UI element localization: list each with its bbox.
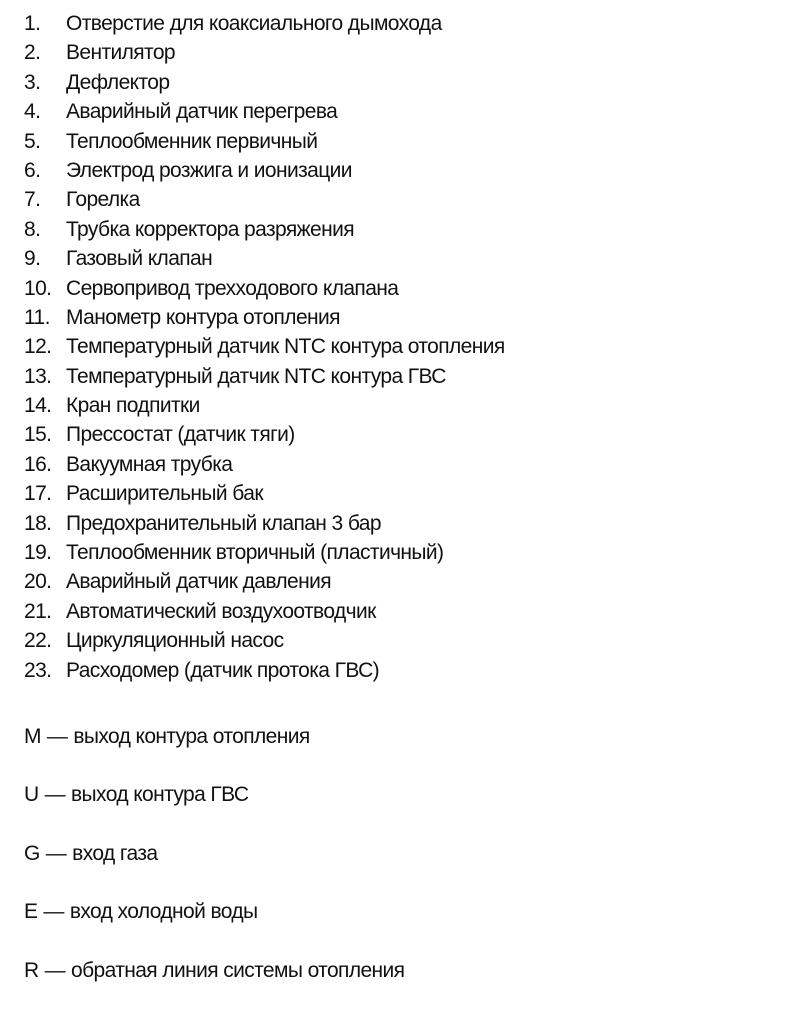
item-label: Газовый клапан <box>66 247 213 271</box>
connection-dash: — <box>45 841 67 865</box>
connection-dash: — <box>46 724 68 748</box>
item-number: 19. <box>24 541 52 565</box>
item-number: 17. <box>24 482 52 506</box>
list-item <box>24 332 784 361</box>
item-number: 6. <box>24 158 41 182</box>
item-number: 14. <box>24 394 52 418</box>
item-number: 21. <box>24 599 52 623</box>
item-label: Предохранительный клапан 3 бар <box>66 511 381 535</box>
item-label: Вентилятор <box>66 41 175 65</box>
item-number: 20. <box>24 570 52 594</box>
list-item <box>24 597 784 626</box>
item-label: Расширительный бак <box>66 482 263 506</box>
boiler-components-legend <box>24 9 784 1014</box>
list-item <box>24 9 784 38</box>
item-number: 15. <box>24 423 52 447</box>
item-number: 18. <box>24 511 52 535</box>
item-number: 5. <box>24 129 41 153</box>
connection-item <box>24 780 784 839</box>
connection-item <box>24 839 784 898</box>
connection-item <box>24 897 784 956</box>
item-label: Циркуляционный насос <box>66 629 284 653</box>
item-label: Вакуумная трубка <box>66 452 233 476</box>
item-number: 2. <box>24 41 41 65</box>
connection-label: вход холодной воды <box>69 900 258 924</box>
item-label: Горелка <box>66 188 140 212</box>
list-item <box>24 244 784 273</box>
list-item <box>24 479 784 508</box>
item-number: 10. <box>24 276 52 300</box>
connection-code: E <box>24 900 38 924</box>
item-label: Температурный датчик NTC контура отопления <box>66 335 505 359</box>
item-number: 7. <box>24 188 41 212</box>
list-item <box>24 391 784 420</box>
connection-item <box>24 722 784 781</box>
connection-label: выход контура отопления <box>73 724 310 748</box>
connection-dash: — <box>44 783 65 807</box>
list-item <box>24 185 784 214</box>
item-number: 16. <box>24 452 52 476</box>
list-item <box>24 127 784 156</box>
list-item <box>24 38 784 67</box>
item-label: Расходомер (датчик протока ГВС) <box>66 658 380 682</box>
item-number: 4. <box>24 100 41 124</box>
item-number: 3. <box>24 70 41 94</box>
list-item <box>24 538 784 567</box>
item-label: Аварийный датчик давления <box>66 570 332 594</box>
list-item <box>24 626 784 655</box>
item-number: 1. <box>24 12 41 35</box>
item-number: 22. <box>24 629 52 653</box>
list-item <box>24 450 784 479</box>
item-label: Дефлектор <box>66 70 170 94</box>
connection-code: G <box>24 841 40 865</box>
list-item <box>24 420 784 449</box>
item-number: 12. <box>24 335 52 359</box>
item-label: Температурный датчик NTC контура ГВС <box>66 364 446 388</box>
item-label: Аварийный датчик перегрева <box>66 100 338 124</box>
connection-dash: — <box>43 900 64 924</box>
connection-dash: — <box>44 958 65 982</box>
connection-item <box>24 956 784 1014</box>
connections-legend <box>24 722 784 1014</box>
item-number: 13. <box>24 364 52 388</box>
list-item <box>24 656 784 685</box>
item-label: Теплообменник первичный <box>66 129 318 153</box>
components-list <box>24 9 784 685</box>
item-number: 9. <box>24 247 41 271</box>
list-item <box>24 362 784 391</box>
item-number: 11. <box>24 305 50 329</box>
item-number: 23. <box>24 658 52 682</box>
list-item <box>24 97 784 126</box>
item-number: 8. <box>24 217 41 241</box>
item-label: Автоматический воздухоотводчик <box>66 599 376 623</box>
list-item <box>24 509 784 538</box>
item-label: Отверстие для коаксиального дымохода <box>66 12 442 35</box>
list-item <box>24 567 784 596</box>
list-item <box>24 303 784 332</box>
list-item <box>24 274 784 303</box>
item-label: Теплообменник вторичный (пластичный) <box>66 541 444 565</box>
connection-code: R <box>24 958 39 982</box>
connection-label: выход контура ГВС <box>70 783 249 807</box>
item-label: Электрод розжига и ионизации <box>66 158 352 182</box>
list-item <box>24 68 784 97</box>
connection-code: M <box>24 724 41 748</box>
connection-label: вход газа <box>72 841 158 865</box>
connection-label: обратная линия системы отопления <box>70 958 405 982</box>
connection-code: U <box>24 783 39 807</box>
item-label: Манометр контура отопления <box>66 305 340 329</box>
list-item <box>24 215 784 244</box>
list-item <box>24 156 784 185</box>
item-label: Трубка корректора разряжения <box>66 217 355 241</box>
item-label: Прессостат (датчик тяги) <box>66 423 295 447</box>
item-label: Сервопривод трехходового клапана <box>66 276 399 300</box>
item-label: Кран подпитки <box>66 394 200 418</box>
